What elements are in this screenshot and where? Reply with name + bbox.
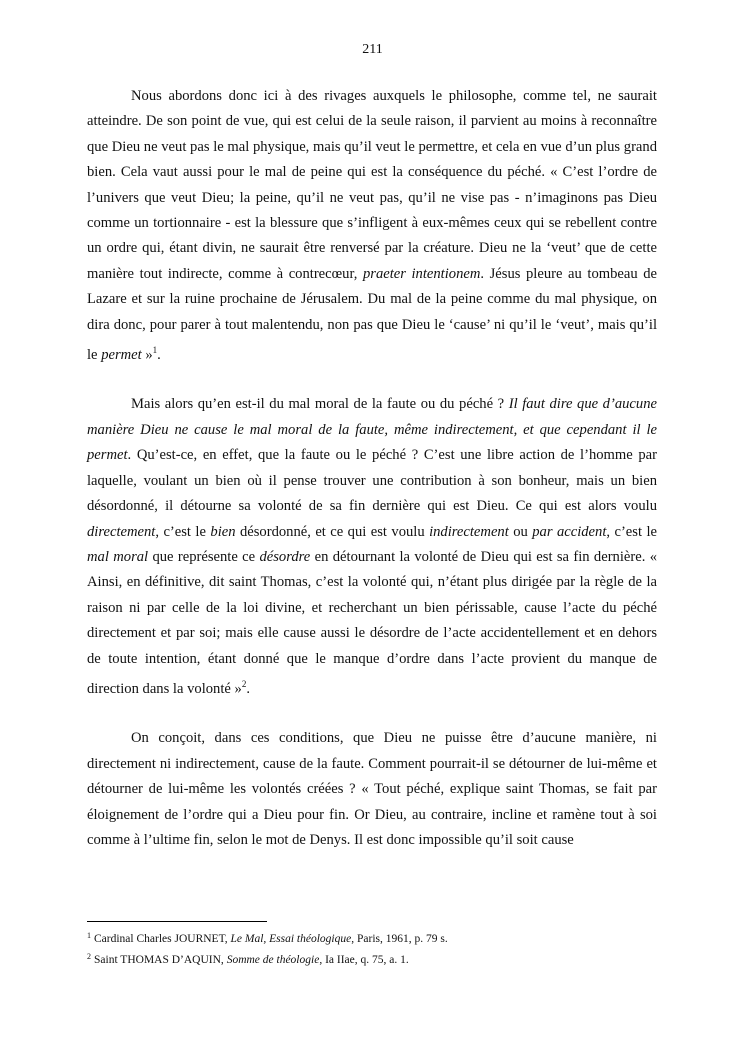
text-run: On conçoit, dans ces conditions, que Dieu ne puisse être d’aucune manière, ni directement ni indirectement, cause de la faute. Comment pourrait-il se détourner de lui-même et détourner de lui-même les volontés créées ? « Tout péché, explique saint Thomas, se fait par éloignement de l’ordre qui a Dieu pour fin. Or Dieu, au contraire, incline et ramène tout à soi comme à l’ultime fin, selon le mot de Denys. Il est donc impossible qu’il soit cause <box>87 730 657 848</box>
text-run: Saint THOMAS D’AQUIN, <box>94 954 227 966</box>
italic-text: Il faut dire que d’aucune manière Dieu ne cause le mal moral de la faute, même indirectement, et que cependant il le permet <box>87 396 657 464</box>
text-run: , c’est le <box>155 523 211 540</box>
footnote-number: 1 <box>87 931 91 940</box>
italic-text: permet <box>101 347 142 364</box>
footnote-number: 2 <box>87 952 91 961</box>
footnote-text <box>94 933 448 945</box>
text-run: . <box>157 347 161 364</box>
footnote-1 <box>87 927 657 948</box>
text-run: , c’est le <box>606 523 657 540</box>
italic-text: par accident <box>532 523 607 540</box>
text-run: , Ia IIae, q. 75, a. 1. <box>319 954 409 966</box>
footnote-ref: 1 <box>152 345 158 356</box>
text-run: » <box>141 347 153 364</box>
italic-text: directement <box>87 523 156 540</box>
paragraph <box>87 84 657 368</box>
text-run: Mais alors qu’en est-il du mal moral de la faute ou du péché ? <box>131 396 509 413</box>
text-run: . Qu’est-ce, en effet, que la faute ou le péché ? C’est une libre action de l’homme par laquelle, voulant un bien où il pense trouver une contribution à son bonheur, mais un bien désordonné, il détourne sa volonté de sa fin dernière qui est Dieu. Ce qui est alors voulu <box>87 447 657 515</box>
text-run: que représente ce <box>148 548 260 565</box>
footnotes <box>87 927 657 969</box>
text-run: Cardinal Charles JOURNET, <box>94 933 231 945</box>
body-text <box>87 84 657 853</box>
footnote-ref: 2 <box>241 678 247 689</box>
text-run: Nous abordons donc ici à des rivages auxquels le philosophe, comme tel, ne saurait atteindre. De son point de vue, qui est celui de la seule raison, il parvient au moins à reconnaître que Dieu ne veut pas le mal physique, mais qu’il veut le permettre, et cela en vue d’un plus grand bien. Cela vaut aussi pour le mal de peine qui est la conséquence du péché. « C’est l’ordre de l’univers que veut Dieu; la peine, qu’il ne veut pas, qu’il ne vise pas - n’imaginons pas Dieu comme un tortionnaire - est la blessure que s’infligent à eux-mêmes ceux qui se rebellent contre un ordre qui, étant divin, ne saurait être renversé par la créature. Dieu ne la ‘veut’ que de cette manière tout indirecte, comme à contrecœur, <box>87 88 657 282</box>
footnote-text <box>94 954 409 966</box>
italic-text: Somme de théologie <box>226 954 320 966</box>
text-run: . <box>246 680 250 697</box>
text-run: ou <box>508 523 533 540</box>
paragraph <box>87 726 657 853</box>
italic-text: désordre <box>259 548 311 565</box>
page-number: 211 <box>362 42 383 57</box>
text-run: désordonné, et ce qui est voulu <box>235 523 430 540</box>
footnote-divider <box>87 921 267 922</box>
italic-text: mal moral <box>87 548 149 565</box>
text-run: , Paris, 1961, p. 79 s. <box>351 933 448 945</box>
italic-text: Le Mal, Essai théologique <box>230 933 352 945</box>
text-run: en détournant la volonté de Dieu qui est sa fin dernière. « Ainsi, en définitive, dit saint Thomas, c’est la volonté qui, n’étant plus dirigée par la règle de la raison ni par celle de la loi divine, et recherchant un bien périssable, cause l’acte du péché directement et par soi; mais elle cause aussi le désordre de l’acte accidentellement et en dehors de toute intention, étant donné que le manque d’ordre dans l’acte provient du manque de direction dans la volonté » <box>87 548 658 697</box>
paragraph <box>87 392 657 702</box>
italic-text: praeter intentionem <box>362 265 481 282</box>
footnote-2 <box>87 948 657 969</box>
italic-text: indirectement <box>429 523 509 540</box>
italic-text: bien <box>210 523 236 540</box>
text-run: . Jésus pleure au tombeau de Lazare et sur la ruine prochaine de Jérusalem. Du mal de la peine comme du mal physique, on dira donc, pour parer à tout malentendu, non pas que Dieu le ‘cause’ ni qu’il le ‘veut’, mais qu’il le <box>87 265 657 364</box>
